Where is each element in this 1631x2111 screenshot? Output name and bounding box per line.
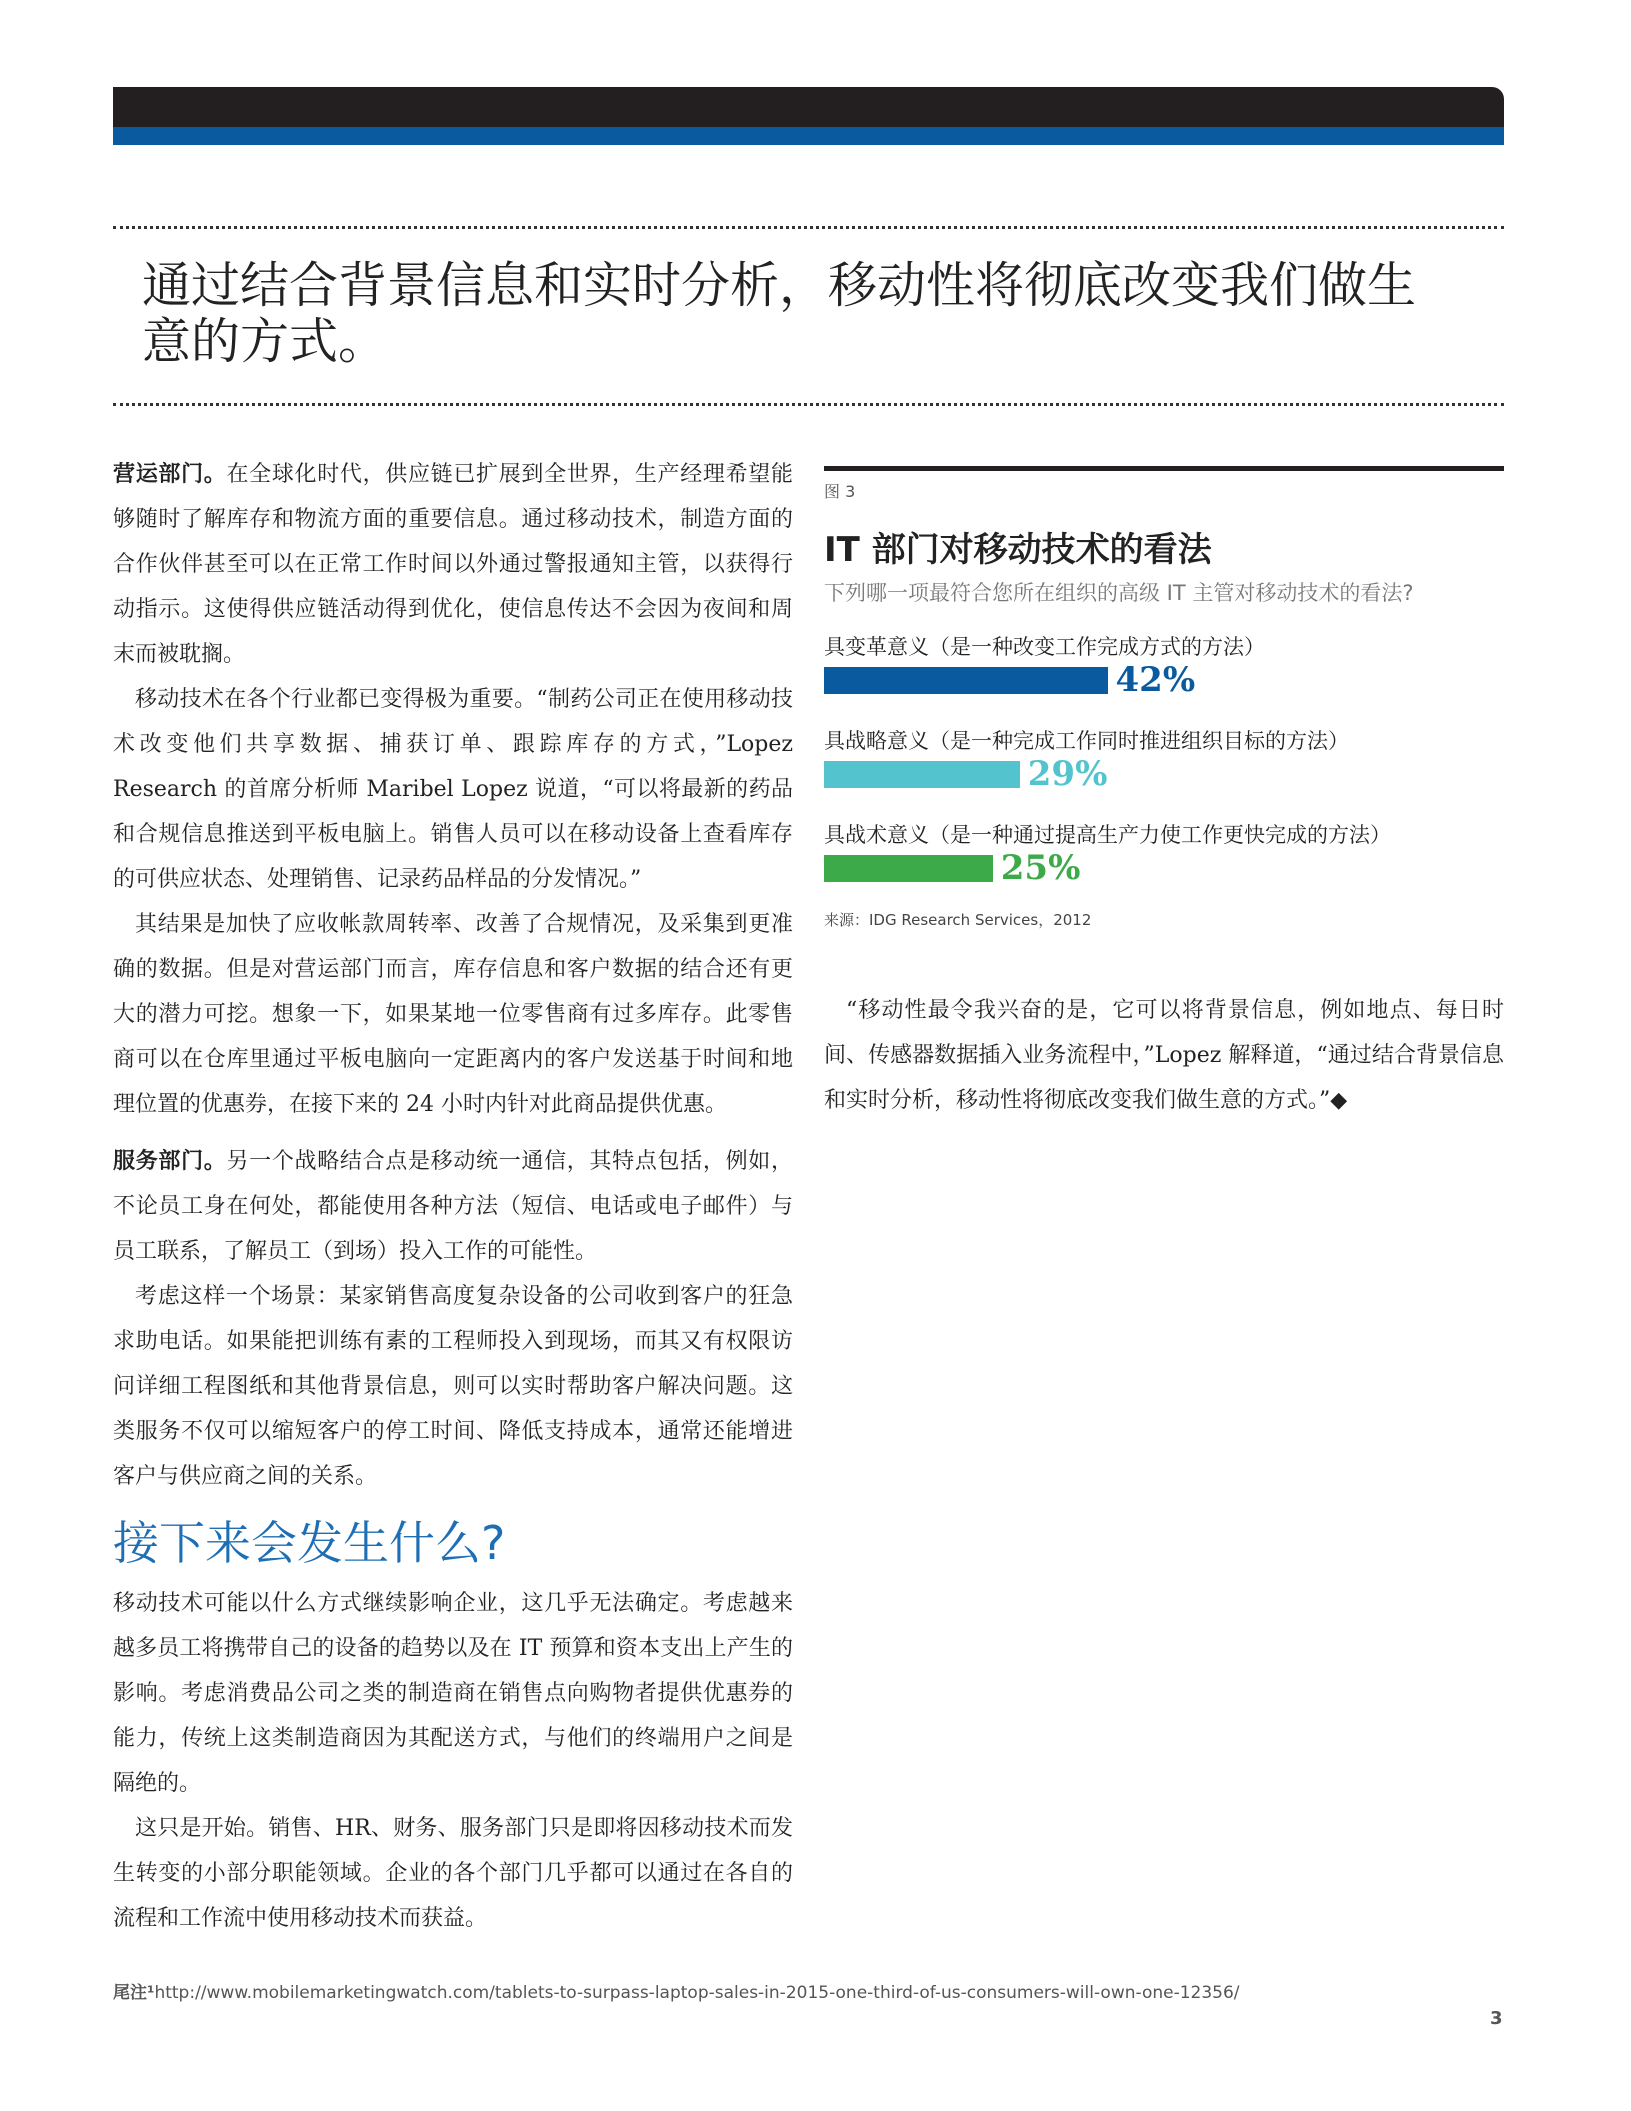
paragraph: 移动技术可能以什么方式继续影响企业，这几乎无法确定。考虑越来越多员工将携带自己的设备的趋势以及在 IT 预算和资本支出上产生的影响。考虑消费品公司之类的制造商在销售点向购物者提供优惠券的能力，传统上这类制造商因为其配送方式，与他们的终端用户之间是隔绝的。: [113, 1591, 793, 1796]
bar-value-label: 25%: [1000, 848, 1081, 888]
figure-title: IT 部门对移动技术的看法: [824, 530, 1212, 570]
figure-subtitle: 下列哪一项最符合您所在组织的高级 IT 主管对移动技术的看法?: [824, 581, 1414, 605]
paragraph: 这只是开始。销售、HR、财务、服务部门只是即将因移动技术而发生转变的小部分职能领域。企业的各个部门几乎都可以通过在各自的流程和工作流中使用移动技术而获益。: [113, 1816, 793, 1931]
bar: [824, 761, 1020, 788]
bar-row: [824, 660, 1504, 700]
quote-paragraph: “移动性最令我兴奋的是，它可以将背景信息，例如地点、每日时间、传感器数据插入业务流程中，”Lopez 解释道，“通过结合背景信息和实时分析，移动性将彻底改变我们做生意的方式。”◆: [824, 998, 1504, 1113]
paragraph-operations: [113, 452, 793, 677]
figure-number: 图 3: [824, 482, 856, 501]
footnote-label: 尾注¹: [113, 1983, 155, 2003]
bar-label: 具战术意义（是一种通过提高生产力使工作更快完成的方法）: [824, 823, 1391, 847]
bar-label: 具战略意义（是一种完成工作同时推进组织目标的方法）: [824, 729, 1349, 753]
pull-quote: 通过结合背景信息和实时分析，移动性将彻底改变我们做生意的方式。: [142, 257, 1417, 370]
bar-row: [824, 848, 1504, 888]
bar-row: [824, 754, 1504, 794]
footnote: [113, 1978, 1240, 2003]
paragraph-text: 另一个战略结合点是移动统一通信，其特点包括，例如，不论员工身在何处，都能使用各种方法（短信、电话或电子邮件）与员工联系，了解员工（到场）投入工作的可能性。: [113, 1149, 793, 1264]
dotted-divider-bottom: [113, 403, 1504, 406]
figure-source: 来源：IDG Research Services，2012: [824, 911, 1092, 929]
figure-rule: [824, 466, 1504, 471]
left-column: [113, 452, 793, 1941]
page-number: 3: [1490, 2008, 1503, 2029]
dotted-divider-top: [113, 226, 1504, 229]
header-bar-dark: [113, 87, 1504, 127]
bar-value-label: 29%: [1027, 754, 1108, 794]
bar: [824, 855, 993, 882]
paragraph-text: 在全球化时代，供应链已扩展到全世界，生产经理希望能够随时了解库存和物流方面的重要信息。通过移动技术，制造方面的合作伙伴甚至可以在正常工作时间以外通过警报通知主管，以获得行动指示。这使得供应链活动得到优化，使信息传达不会因为夜间和周末而被耽搁。: [113, 462, 793, 667]
bar-label: 具变革意义（是一种改变工作完成方式的方法）: [824, 635, 1265, 659]
bar: [824, 667, 1108, 694]
paragraph: 移动技术在各个行业都已变得极为重要。“制药公司正在使用移动技术改变他们共享数据、捕获订单、跟踪库存的方式，”Lopez Research 的首席分析师 Maribel Lopez 说道，“可以将最新的药品和合规信息推送到平板电脑上。销售人员可以在移动设备上查看库存的可供应状态、处理销售、记录药品样品的分发情况。”: [113, 687, 793, 892]
lead-services: 服务部门。: [113, 1149, 227, 1174]
bar-chart: [824, 631, 1504, 888]
header-bar-blue: [113, 127, 1504, 145]
footnote-url[interactable]: http://www.mobilemarketingwatch.com/tablets-to-surpass-laptop-sales-in-2015-one-third-of-us-consumers-will-own-one-12356/: [154, 1983, 1240, 2003]
paragraph: 其结果是加快了应收帐款周转率、改善了合规情况，及采集到更准确的数据。但是对营运部门而言，库存信息和客户数据的结合还有更大的潜力可挖。想象一下，如果某地一位零售商有过多库存。此零售商可以在仓库里通过平板电脑向一定距离内的客户发送基于时间和地理位置的优惠券，在接下来的 24 小时内针对此商品提供优惠。: [113, 912, 793, 1117]
paragraph: 考虑这样一个场景：某家销售高度复杂设备的公司收到客户的狂急求助电话。如果能把训练有素的工程师投入到现场，而其又有权限访问详细工程图纸和其他背景信息，则可以实时帮助客户解决问题。这类服务不仅可以缩短客户的停工时间、降低支持成本，通常还能增进客户与供应商之间的关系。: [113, 1284, 793, 1489]
bar-value-label: 42%: [1115, 660, 1196, 700]
figure-3: [824, 466, 1504, 930]
paragraph-services: [113, 1139, 793, 1274]
section-heading: 接下来会发生什么?: [113, 1516, 506, 1570]
lead-operations: 营运部门。: [113, 462, 227, 487]
